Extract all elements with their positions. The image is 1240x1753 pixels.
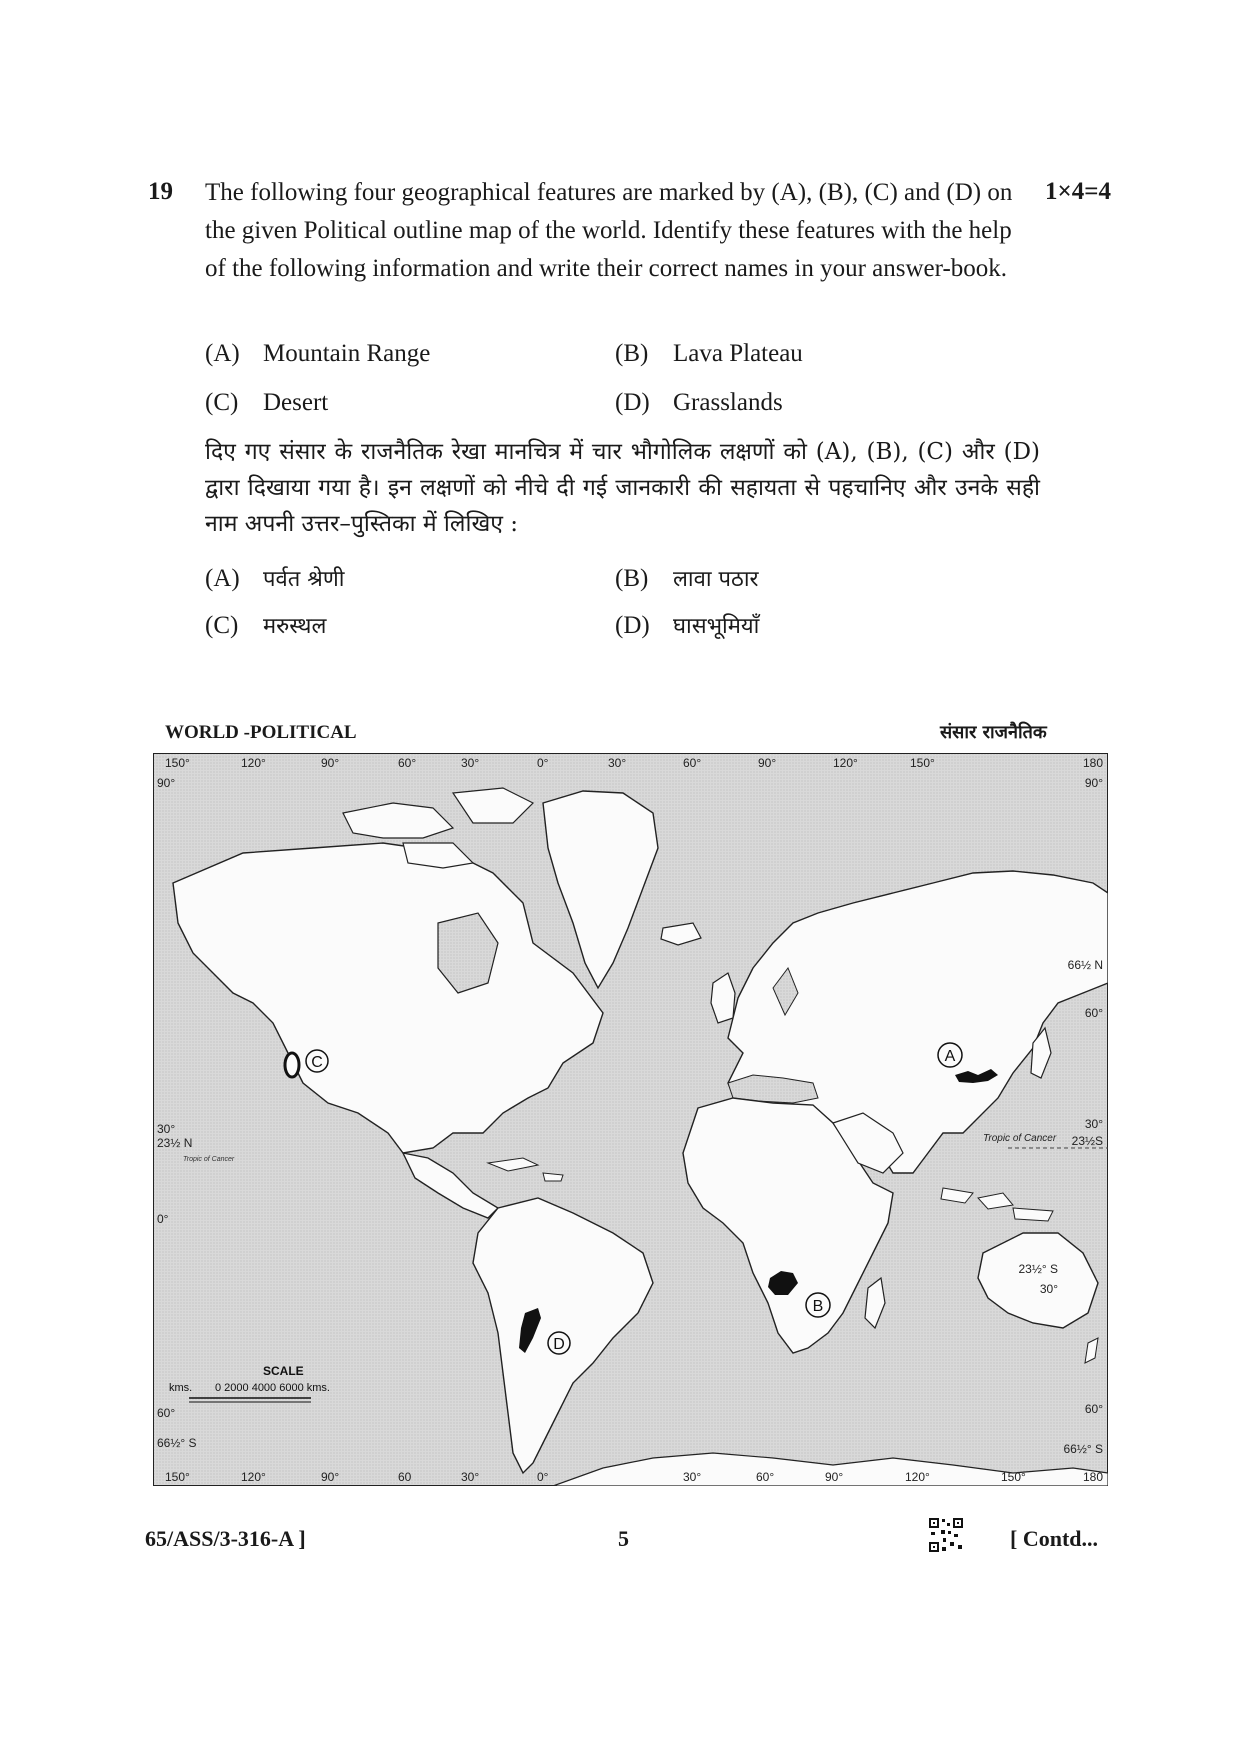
lon-label: 90° [758, 756, 777, 770]
lon-label: 60° [756, 1470, 775, 1484]
lat-label: 23½ N [157, 1136, 193, 1150]
lat-label: 23½° S [1018, 1262, 1058, 1276]
lon-label: 30° [461, 1470, 480, 1484]
lon-label: 150° [165, 1470, 190, 1484]
option-label: (A) [205, 340, 240, 367]
option-text: Desert [263, 389, 329, 416]
lon-label: 30° [461, 756, 480, 770]
lat-label: 66½° S [1063, 1442, 1103, 1456]
scale-unit: kms. [169, 1382, 193, 1394]
option-text: Grasslands [673, 389, 783, 416]
world-political-map [153, 753, 1108, 1486]
option-label: (D) [615, 389, 650, 416]
lon-label: 120° [905, 1470, 930, 1484]
lat-label: 30° [157, 1122, 176, 1136]
lon-label: 90° [321, 1470, 340, 1484]
marker-d [548, 1332, 570, 1354]
option-text: मरुस्थल [263, 614, 327, 639]
lat-label: 90° [1084, 776, 1103, 790]
lon-label: 30° [608, 756, 627, 770]
lat-label: 66½ N [1067, 958, 1103, 972]
tropic-of-cancer-label-small: Tropic of Cancer [183, 1156, 235, 1163]
lat-label: 60° [1084, 1006, 1103, 1020]
option-label: (B) [615, 565, 649, 592]
lon-label: 30° [683, 1470, 702, 1484]
scale-ticks: 0 2000 4000 6000 kms. [215, 1382, 330, 1394]
lat-label: 30° [1039, 1282, 1058, 1296]
option-text: घासभूमियाँ [673, 614, 760, 639]
option-text: Lava Plateau [673, 340, 803, 367]
lon-label: 150° [1001, 1470, 1026, 1484]
option-en-b [615, 340, 803, 368]
option-text: पर्वत श्रेणी [263, 567, 345, 592]
feature-c-shape [285, 1053, 299, 1077]
lon-label: 0° [537, 1470, 549, 1484]
lon-label: 60 [398, 1470, 412, 1484]
tropic-of-cancer-label: Tropic of Cancer [983, 1133, 1057, 1144]
marker-b-label: B [812, 1298, 824, 1315]
option-label: (D) [615, 612, 650, 639]
lon-label: 60° [683, 756, 702, 770]
option-en-c [205, 389, 328, 417]
question-text-english: The following four geographical features are marked by (A), (B), (C) and (D) on the given Political outline map of the world. Identify these features with the help of the following information and write their correct names in your answer-book. [205, 179, 1013, 282]
question-marks: 1×4=4 [1045, 178, 1111, 205]
option-hi-b [615, 563, 759, 593]
lat-label: 90° [157, 776, 176, 790]
option-hi-d [615, 610, 759, 640]
marker-d-label: D [553, 1336, 565, 1353]
lat-label: 0° [157, 1212, 169, 1226]
marker-c-label: C [311, 1054, 323, 1071]
lon-label: 90° [825, 1470, 844, 1484]
option-label: (C) [205, 389, 239, 416]
lon-label: 120° [241, 1470, 266, 1484]
option-label: (C) [205, 612, 239, 639]
option-text: लावा पठार [673, 567, 759, 592]
lon-label: 180 [1083, 756, 1104, 770]
lon-label: 120° [241, 756, 266, 770]
lat-label: 60° [157, 1406, 176, 1420]
option-hi-a [205, 563, 344, 593]
option-label: (B) [615, 340, 649, 367]
paper-code: 65/ASS/3-316-A ] [145, 1526, 306, 1551]
qr-code-icon [928, 1517, 964, 1553]
marker-b [806, 1293, 830, 1317]
lon-label: 90° [321, 756, 340, 770]
option-hi-c [205, 610, 326, 640]
lon-label: 0° [537, 756, 549, 770]
lat-label: 60° [1084, 1402, 1103, 1416]
lat-label: 23½S [1071, 1134, 1103, 1148]
lon-label: 120° [833, 756, 858, 770]
option-text: Mountain Range [263, 340, 431, 367]
lon-label: 150° [910, 756, 935, 770]
lon-label: 150° [165, 756, 190, 770]
question-number: 19 [148, 178, 173, 205]
option-label: (A) [205, 565, 240, 592]
scale-title: SCALE [263, 1364, 304, 1378]
page-number: 5 [618, 1526, 629, 1551]
lon-label: 60° [398, 756, 417, 770]
lon-label: 180 [1083, 1470, 1104, 1484]
marker-a [938, 1043, 962, 1067]
lat-label: 66½° S [157, 1436, 197, 1450]
continued-note: [ Contd... [1010, 1526, 1099, 1551]
question-text-hindi: दिए गए संसार के राजनैतिक रेखा मानचित्र में चार भौगोलिक लक्षणों को (A), (B), (C) और (D) द्वारा दिखाया गया है। इन लक्षणों को नीचे दी गई जानकारी की सहायता से पहचानिए और उनके सही नाम अपनी उत्तर–पुस्तिका में लिखिए : [205, 439, 1040, 537]
option-en-d [615, 389, 783, 417]
lat-label: 30° [1084, 1117, 1103, 1131]
option-en-a [205, 340, 430, 368]
marker-a-label: A [944, 1048, 956, 1065]
map-svg [153, 753, 1108, 1486]
marker-c [306, 1050, 328, 1072]
map-title-english: WORLD -POLITICAL [165, 722, 357, 743]
map-title-hindi: संसार राजनैतिक [940, 722, 1047, 743]
